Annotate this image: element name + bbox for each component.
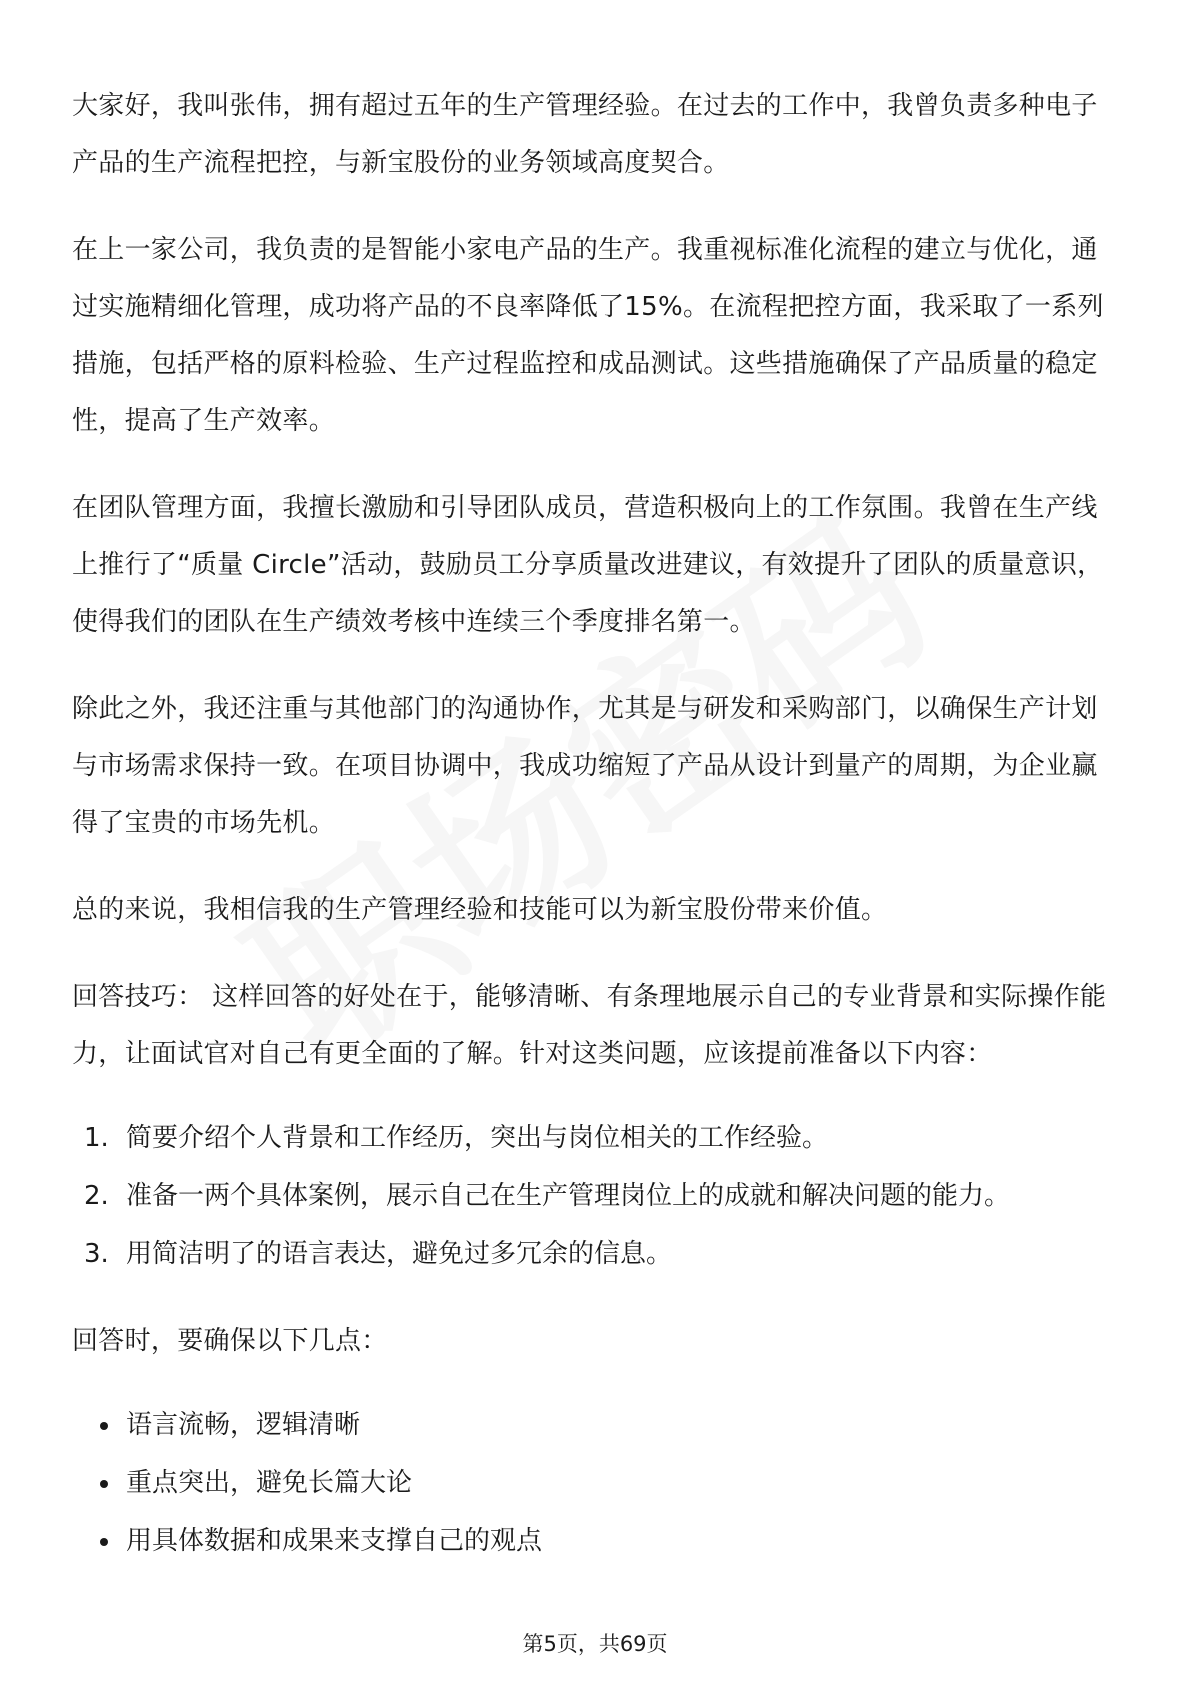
list-text: 准备一两个具体案例，展示自己在生产管理岗位上的成就和解决问题的能力。: [126, 1181, 1011, 1211]
list-number: 3.: [84, 1239, 109, 1269]
bullet-icon: [100, 1422, 108, 1430]
list-item: [72, 1396, 1122, 1454]
bullet-list: [72, 1396, 1122, 1570]
list-number: 2.: [84, 1181, 109, 1211]
list-item: [72, 1225, 1122, 1283]
list-text: 用简洁明了的语言表达，避免过多冗余的信息。: [126, 1239, 673, 1269]
paragraph-points-intro: 回答时，要确保以下几点：: [72, 1326, 388, 1356]
list-item: [72, 1512, 1122, 1570]
list-number: 1.: [84, 1123, 109, 1153]
list-item: [72, 1109, 1122, 1167]
list-text: 重点突出，避免长篇大论: [126, 1468, 413, 1498]
numbered-list: [72, 1109, 1122, 1283]
list-text: 用具体数据和成果来支撑自己的观点: [126, 1526, 543, 1556]
list-text: 语言流畅，逻辑清晰: [126, 1410, 361, 1440]
paragraph-team-management: 在团队管理方面，我擅长激励和引导团队成员，营造积极向上的工作氛围。我曾在生产线上推行了“质量 Circle”活动，鼓励员工分享质量改进建议，有效提升了团队的质量意识，使得我们的团队在生产绩效考核中连续三个季度排名第一。: [72, 493, 1104, 637]
paragraph-previous-company: 在上一家公司，我负责的是智能小家电产品的生产。我重视标准化流程的建立与优化，通过实施精细化管理，成功将产品的不良率降低了15%。在流程把控方面，我采取了一系列措施，包括严格的原料检验、生产过程监控和成品测试。这些措施确保了产品质量的稳定性，提高了生产效率。: [72, 235, 1104, 436]
paragraph-answer-tips: 回答技巧： 这样回答的好处在于，能够清晰、有条理地展示自己的专业背景和实际操作能力，让面试官对自己有更全面的了解。针对这类问题，应该提前准备以下内容：: [72, 982, 1107, 1069]
list-text: 简要介绍个人背景和工作经历，突出与岗位相关的工作经验。: [126, 1123, 829, 1153]
paragraph-summary: 总的来说，我相信我的生产管理经验和技能可以为新宝股份带来价值。: [72, 895, 888, 925]
paragraph-collaboration: 除此之外，我还注重与其他部门的沟通协作，尤其是与研发和采购部门，以确保生产计划与市场需求保持一致。在项目协调中，我成功缩短了产品从设计到量产的周期，为企业赢得了宝贵的市场先机。: [72, 694, 1098, 838]
list-item: [72, 1454, 1122, 1512]
paragraph-intro: 大家好，我叫张伟，拥有超过五年的生产管理经验。在过去的工作中，我曾负责多种电子产品的生产流程把控，与新宝股份的业务领域高度契合。: [72, 91, 1098, 178]
list-item: [72, 1167, 1122, 1225]
page-number-footer: 第5页，共69页: [522, 1632, 668, 1656]
document-body: [72, 78, 1122, 1570]
bullet-icon: [100, 1480, 108, 1488]
bullet-icon: [100, 1538, 108, 1546]
